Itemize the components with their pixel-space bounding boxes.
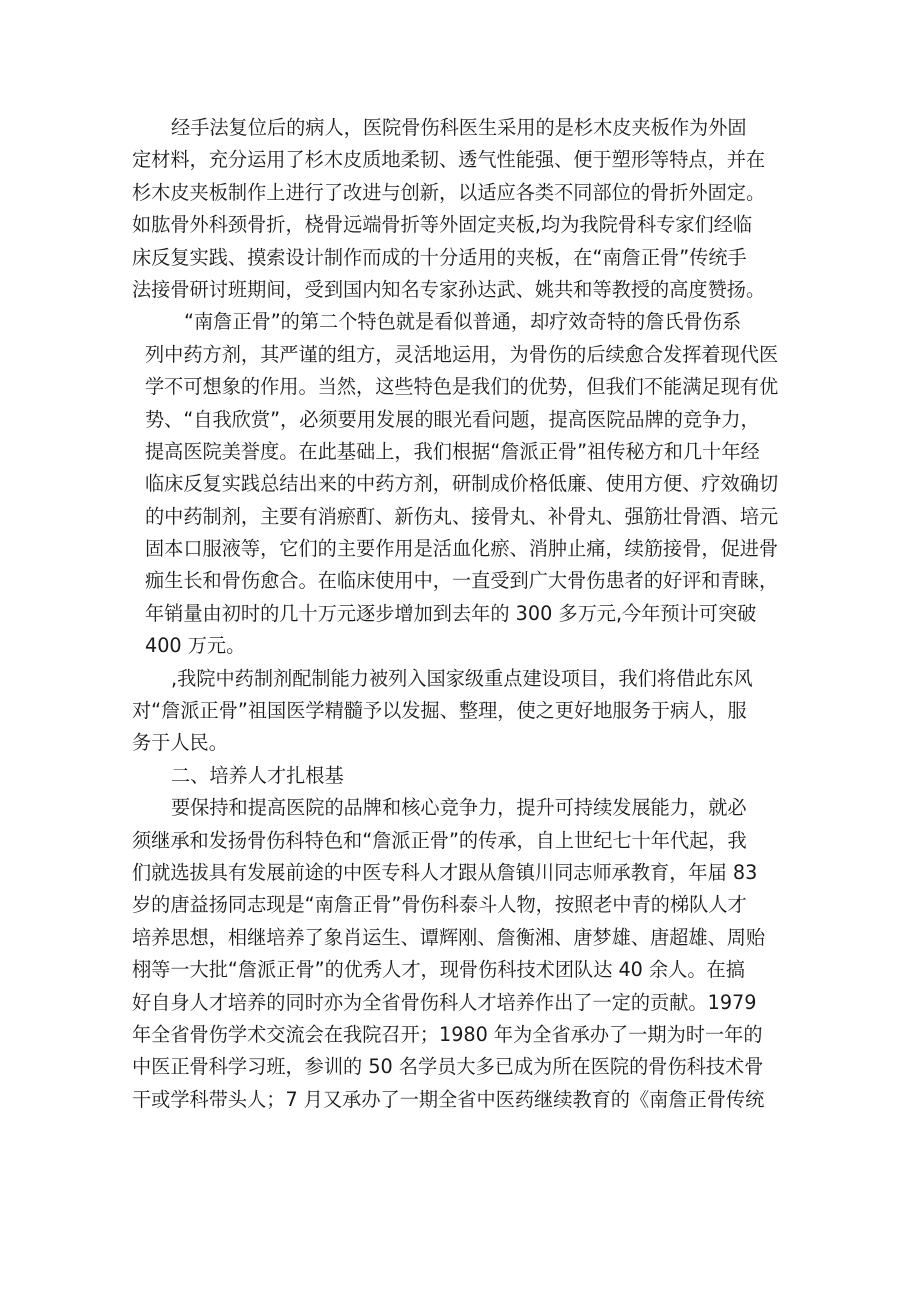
text-line: 们就选拔具有发展前途的中医专科人才跟从詹镇川同志师承教育，年届 83	[132, 860, 758, 884]
section-heading-text: 二、培养人才扎根基	[171, 763, 344, 787]
text-line: 岁的唐益扬同志现是“南詹正骨”骨伤科泰斗人物，按照老中青的梯队人才	[132, 893, 747, 917]
text-line: ,我院中药制剂配制能力被列入国家级重点建设项目，我们将借此东风	[171, 666, 753, 690]
text-line: 对“詹派正骨”祖国医学精髓予以发掘、整理，使之更好地服务于病人，服	[132, 699, 747, 723]
text-line: 好自身人才培养的同时亦为全省骨伤科人才培养作出了一定的贡献。1979	[132, 990, 757, 1014]
text-line: 临床反复实践总结出来的中药方剂，研制成价格低廉、使用方便、疗效确切	[145, 472, 779, 496]
text-line: 定材料，充分运用了杉木皮质地柔韧、透气性能强、便于塑形等特点，并在	[132, 148, 766, 172]
text-line: 须继承和发扬骨伤科特色和“詹派正骨”的传承，自上世纪七十年代起，我	[132, 828, 747, 852]
text-line: 如肱骨外科颈骨折，桡骨远端骨折等外固定夹板,均为我院骨科专家们经临	[132, 213, 753, 237]
text-line: 务于人民。	[132, 731, 228, 755]
text-line: 400 万元。	[145, 634, 246, 658]
section-heading	[132, 760, 796, 792]
text-line: 床反复实践、摸索设计制作而成的十分适用的夹板，在“南詹正骨”传统手	[132, 245, 747, 269]
text-line: 培养思想，相继培养了象肖运生、谭辉刚、詹衡湘、唐梦雄、唐超雄、周贻	[132, 925, 766, 949]
paragraph-talent-training	[132, 792, 796, 1116]
text-line: 痂生长和骨伤愈合。在临床使用中，一直受到广大骨伤患者的好评和青睐，	[145, 569, 779, 593]
text-line: 法接骨研讨班期间，受到国内知名专家孙达武、姚共和等教授的高度赞扬。	[132, 277, 766, 301]
text-line: 要保持和提高医院的品牌和核心竞争力，提升可持续发展能力，就必	[171, 796, 747, 820]
paragraph-splint	[132, 112, 796, 306]
text-line: 干或学科带头人；7 月又承办了一期全省中医药继续教育的《南詹正骨传统	[132, 1087, 765, 1111]
paragraph-herbal-prescriptions	[132, 306, 796, 662]
document-body	[132, 112, 796, 1116]
text-line: “南詹正骨”的第二个特色就是看似普通，却疗效奇特的詹氏骨伤系	[184, 310, 742, 334]
text-line: 列中药方剂，其严谨的组方，灵活地运用，为骨伤的后续愈合发挥着现代医	[145, 342, 779, 366]
text-line: 提高医院美誉度。在此基础上，我们根据“詹派正骨”祖传秘方和几十年经	[145, 439, 760, 463]
text-line: 栩等一大批“詹派正骨”的优秀人才，现骨伤科技术团队达 40 余人。在搞	[132, 958, 745, 982]
text-line: 学不可想象的作用。当然，这些特色是我们的优势，但我们不能满足现有优	[145, 375, 779, 399]
text-line: 的中药制剂，主要有消瘀酊、新伤丸、接骨丸、补骨丸、强筋壮骨酒、培元	[145, 504, 779, 528]
text-line: 中医正骨科学习班，参训的 50 名学员大多已成为所在医院的骨伤科技术骨	[132, 1055, 764, 1079]
text-line: 固本口服液等，它们的主要作用是活血化瘀、消肿止痛，续筋接骨，促进骨	[145, 537, 779, 561]
text-line: 经手法复位后的病人，医院骨伤科医生采用的是杉木皮夹板作为外固	[171, 116, 747, 139]
text-line: 年全省骨伤学术交流会在我院召开；1980 年为全省承办了一期为时一年的	[132, 1022, 763, 1046]
text-line: 杉木皮夹板制作上进行了改进与创新，以适应各类不同部位的骨折外固定。	[132, 180, 766, 204]
text-line: 势、“自我欣赏”，必须要用发展的眼光看问题，提高医院品牌的竞争力，	[145, 407, 760, 431]
text-line: 年销量由初时的几十万元逐步增加到去年的 300 多万元,今年预计可突破	[145, 601, 757, 625]
paragraph-key-project	[132, 663, 796, 760]
